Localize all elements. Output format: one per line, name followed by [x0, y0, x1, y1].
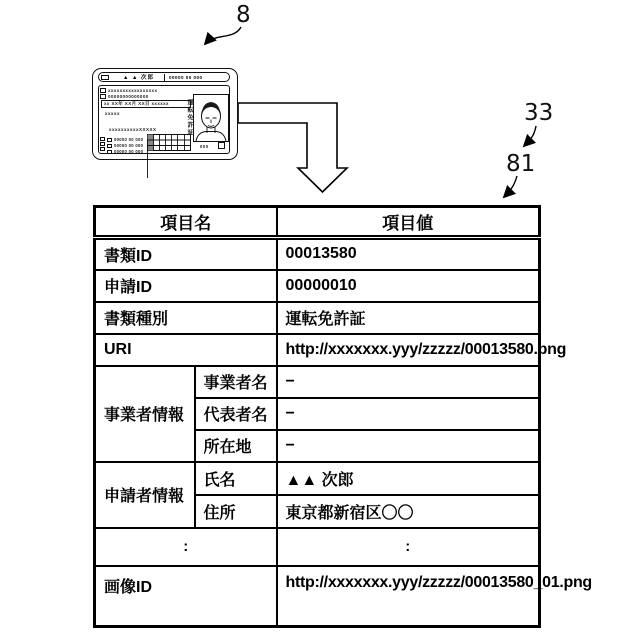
card-photo — [193, 94, 229, 142]
row-doc-id — [95, 238, 540, 270]
card-vertical-title: 運転免許証 — [186, 99, 192, 137]
cell-label: 書類ID — [95, 238, 277, 270]
cell-value: 運転免許証 — [277, 302, 540, 334]
ref-label-table: 81 — [506, 151, 536, 177]
card-date-row-1 — [107, 137, 143, 142]
table-header-row — [95, 207, 540, 238]
cell-value: 00000010 — [277, 270, 540, 302]
cell-sublabel: 事業者名 — [195, 366, 277, 398]
row-uri — [95, 334, 540, 366]
card-header-box-icon — [101, 75, 109, 80]
card-main-frame — [98, 85, 230, 154]
ref-label-storage: 33 — [524, 100, 554, 126]
cell-value: 東京都新宿区〇〇 — [277, 495, 540, 528]
row-app-id — [95, 270, 540, 302]
cell-label: 申請ID — [95, 270, 277, 302]
card-date-row-3 — [107, 149, 143, 154]
cell-label: 画像ID — [95, 566, 277, 627]
cell-group-business: 事業者情報 — [95, 366, 195, 462]
header-item-value: 項目値 — [277, 207, 540, 238]
class-box-icon — [100, 142, 105, 146]
date-box-icon — [107, 138, 112, 142]
cell-sublabel: 代表者名 — [195, 398, 277, 430]
card-text-line-2: 00000000000000 — [108, 94, 149, 99]
attribute-table — [93, 205, 592, 628]
card-text-line-1: xxxxxxxxxxxxxxxxx — [108, 88, 158, 93]
cell-value: 00013580 — [277, 238, 540, 270]
card-header-band — [98, 72, 230, 82]
field-box-icon — [100, 94, 106, 99]
card-class-boxes — [100, 137, 105, 151]
card-mid-text: xxxxxxxxxxXXXXX — [109, 127, 157, 132]
row-doc-type — [95, 302, 540, 334]
card-text-row-2 — [100, 94, 149, 99]
cell-sublabel: 所在地 — [195, 430, 277, 462]
leader-line-33 — [524, 126, 536, 146]
date-box-icon — [107, 150, 112, 154]
field-box-icon — [100, 88, 106, 93]
cell-ellipsis-right: : — [277, 528, 540, 566]
card-note-text: xxxxx — [105, 111, 121, 116]
transform-down-arrow — [238, 103, 347, 192]
card-stamp-box — [218, 142, 225, 149]
row-ellipsis — [95, 528, 540, 566]
date-box-icon — [107, 144, 112, 148]
leader-line-81 — [504, 176, 517, 197]
card-license-number: 00000 00 000 — [168, 74, 203, 80]
cell-value: http://xxxxxxx.yyy/zzzzz/00013580_01.png — [277, 566, 540, 627]
card-header-divider — [164, 74, 165, 81]
row-business-name — [95, 366, 540, 398]
cell-value: − — [277, 430, 540, 462]
cell-sublabel: 氏名 — [195, 462, 277, 495]
cell-value: − — [277, 366, 540, 398]
cell-label: 書類種別 — [95, 302, 277, 334]
row-image-id — [95, 566, 540, 627]
cell-ellipsis-left: : — [95, 528, 277, 566]
card-date-row-2 — [107, 143, 143, 148]
card-date-text-3: 00000 00 000 — [114, 149, 144, 154]
cell-value: ▲▲ 次郎 — [277, 462, 540, 495]
drivers-license-card — [92, 68, 238, 160]
card-birthdate-text: xx XX年 XX月 XX日 xxxxxx — [104, 101, 169, 106]
card-photo-caption: 000 — [200, 144, 209, 149]
face-sketch-icon — [194, 95, 228, 141]
cell-sublabel: 住所 — [195, 495, 277, 528]
class-box-icon — [100, 147, 105, 151]
card-date-text-1: 00000 00 000 — [114, 137, 144, 142]
cell-group-applicant: 申請者情報 — [95, 462, 195, 528]
cell-value: http://xxxxxxx.yyy/zzzzz/00013580.png — [277, 334, 540, 366]
cell-label: URI — [95, 334, 277, 366]
card-text-row-1 — [100, 88, 157, 93]
card-birthdate-box — [101, 100, 191, 108]
card-date-text-2: 00000 00 000 — [114, 143, 144, 148]
leader-line-8 — [205, 27, 241, 44]
cell-value: − — [277, 398, 540, 430]
card-holder-name: ▲ ▲ 次郎 — [123, 75, 154, 81]
ref-label-card: 8 — [236, 2, 251, 28]
row-applicant-name — [95, 462, 540, 495]
header-item-name: 項目名 — [95, 207, 277, 238]
class-box-icon — [100, 137, 105, 141]
